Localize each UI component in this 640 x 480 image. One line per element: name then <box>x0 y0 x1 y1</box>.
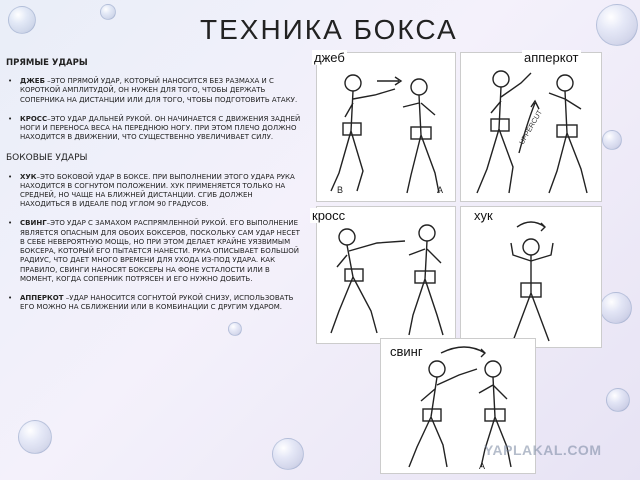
bubble-decoration <box>18 420 52 454</box>
bubble-decoration <box>602 130 622 150</box>
uppercut-illustration <box>461 53 601 201</box>
list-item-swing <box>6 219 304 284</box>
desc-uppercut: –УДАР НАНОСИТСЯ СОГНУТОЙ РУКОЙ СНИЗУ, ИСПОЛЬЗОВАТЬ ЕГО МОЖНО НА СБЛИЖЕНИИ ИЛИ В КОМБИНАЦИИ С ДРУГИМ УДАРОМ. <box>20 294 294 312</box>
label-uppercut: апперкот <box>524 50 579 65</box>
bubble-decoration <box>600 292 632 324</box>
label-swing: свинг <box>390 344 423 359</box>
term-cross: КРОСС <box>20 114 48 123</box>
floor-label-a: A <box>437 185 444 195</box>
bullet-icon: • <box>8 77 13 86</box>
bullet-icon: • <box>8 114 13 123</box>
desc-swing: –ЭТО УДАР С ЗАМАХОМ РАСПРЯМЛЕННОЙ РУКОЙ. ЕГО ВЫПОЛНЕНИЕ ЯВЛЯЕТСЯ ОПАСНЫМ ДЛЯ ОБОИХ БОКСЕРОВ, ПОСКОЛЬКУ САМ УДАР НЕСЕТ В СЕБЕ НЕВЕРОЯТНУЮ МОЩЬ, НО ПРИ ЭТОМ ДЕЛАЕТ КРАЙНЕ УЯЗВИМЫМ БОКСЕРА, КОТОРЫЙ ЕГО ПЫТАЕТСЯ НАНЕСТИ. РУКА ОПИСЫВАЕТ БОЛЬШОЙ РАДИУС, ЧТО ДАЕТ МНОГО ВРЕМЕНИ ДЛЯ УХОДА ИЗ-ПОД УДАРА. КАК ПРАВИЛО, СВИНГИ НАНОСЯТ БОКСЕРЫ НА ФОНЕ УСТАЛОСТИ ИЛИ В МОМЕНТ, КОГДА СОПЕРНИК ПОТРЯСЕН И ЕГО НУЖНО ДОБИТЬ. <box>20 219 300 283</box>
list-item-jab <box>6 77 304 105</box>
bubble-decoration <box>228 322 242 336</box>
figure-hook <box>460 206 602 348</box>
hook-illustration <box>461 207 601 347</box>
bullet-icon: • <box>8 172 13 181</box>
desc-jab: –ЭТО ПРЯМОЙ УДАР, КОТОРЫЙ НАНОСИТСЯ БЕЗ РАЗМАХА И С КОРОТКОЙ АМПЛИТУДОЙ, ОН НУЖЕН ДЛЯ ТОГО, ЧТОБЫ ДЕРЖАТЬ СОПЕРНИКА НА ДИСТАНЦИИ ИЛИ ДЛЯ ТОГО, ЧТОБЫ ПОДГОТОВИТЬ АТАКУ. <box>20 77 298 104</box>
bubble-decoration <box>596 4 638 46</box>
label-hook: хук <box>474 208 493 223</box>
desc-hook: –ЭТО БОКОВОЙ УДАР В БОКСЕ. ПРИ ВЫПОЛНЕНИИ ЭТОГО УДАРА РУКА НАХОДИТСЯ В СОГНУТОМ ПОЛОЖЕНИИ. ХУК ПРИМЕНЯЕТСЯ ТОЛЬКО НА СРЕДНЕЙ, НО ЧАЩЕ НА БЛИЖНЕЙ ДИСТАНЦИИ. СГИБ ДОЛЖЕН НАХОДИТЬСЯ В ИДЕАЛЕ ПОД УГЛОМ 90 ГРАДУСОВ. <box>20 172 295 209</box>
cross-illustration <box>317 207 455 343</box>
list-item-uppercut <box>6 294 304 312</box>
bubble-decoration <box>272 438 304 470</box>
text-column <box>6 58 304 323</box>
list-item-cross <box>6 115 304 143</box>
term-jab: ДЖЕБ <box>20 77 45 86</box>
section-heading-straight: ПРЯМЫЕ УДАРЫ <box>6 58 88 68</box>
figure-cross <box>316 206 456 344</box>
bubble-decoration <box>606 388 630 412</box>
desc-cross: –ЭТО УДАР ДАЛЬНЕЙ РУКОЙ. ОН НАЧИНАЕТСЯ С ДВИЖЕНИЯ ЗАДНЕЙ НОГИ И ПЕРЕНОСА ВЕСА НА ПЕРЕДНЮЮ НОГУ. ПРИ ЭТОМ ПЛЕЧО ДОЛЖНО НАХОДИТСЯ В ДВИЖЕНИИ, ЧТО СУЩЕСТВЕННО УВЕЛИЧИВАЕТ СИЛУ. <box>20 114 301 142</box>
page-title: ТЕХНИКА БОКСА <box>200 14 458 45</box>
bubble-decoration <box>100 4 116 20</box>
uppercut-arrow-label: UPPERCUT <box>518 109 544 146</box>
term-uppercut: АППЕРКОТ <box>20 294 64 303</box>
figure-jab <box>316 52 456 202</box>
section-heading-side: БОКОВЫЕ УДАРЫ <box>6 152 88 163</box>
floor-label-b: B <box>337 185 344 195</box>
floor-label-a: A <box>479 461 486 471</box>
bubble-decoration <box>8 6 36 34</box>
term-swing: СВИНГ <box>20 219 47 228</box>
figure-uppercut <box>460 52 602 202</box>
term-hook: ХУК <box>20 172 37 181</box>
label-cross: кросс <box>312 208 346 223</box>
bullet-icon: • <box>8 219 13 228</box>
label-jab: джеб <box>314 50 345 65</box>
bullet-icon: • <box>8 294 13 303</box>
jab-illustration <box>317 53 455 201</box>
watermark: YAPLAKAL.COM <box>484 442 602 458</box>
list-item-hook <box>6 173 304 210</box>
